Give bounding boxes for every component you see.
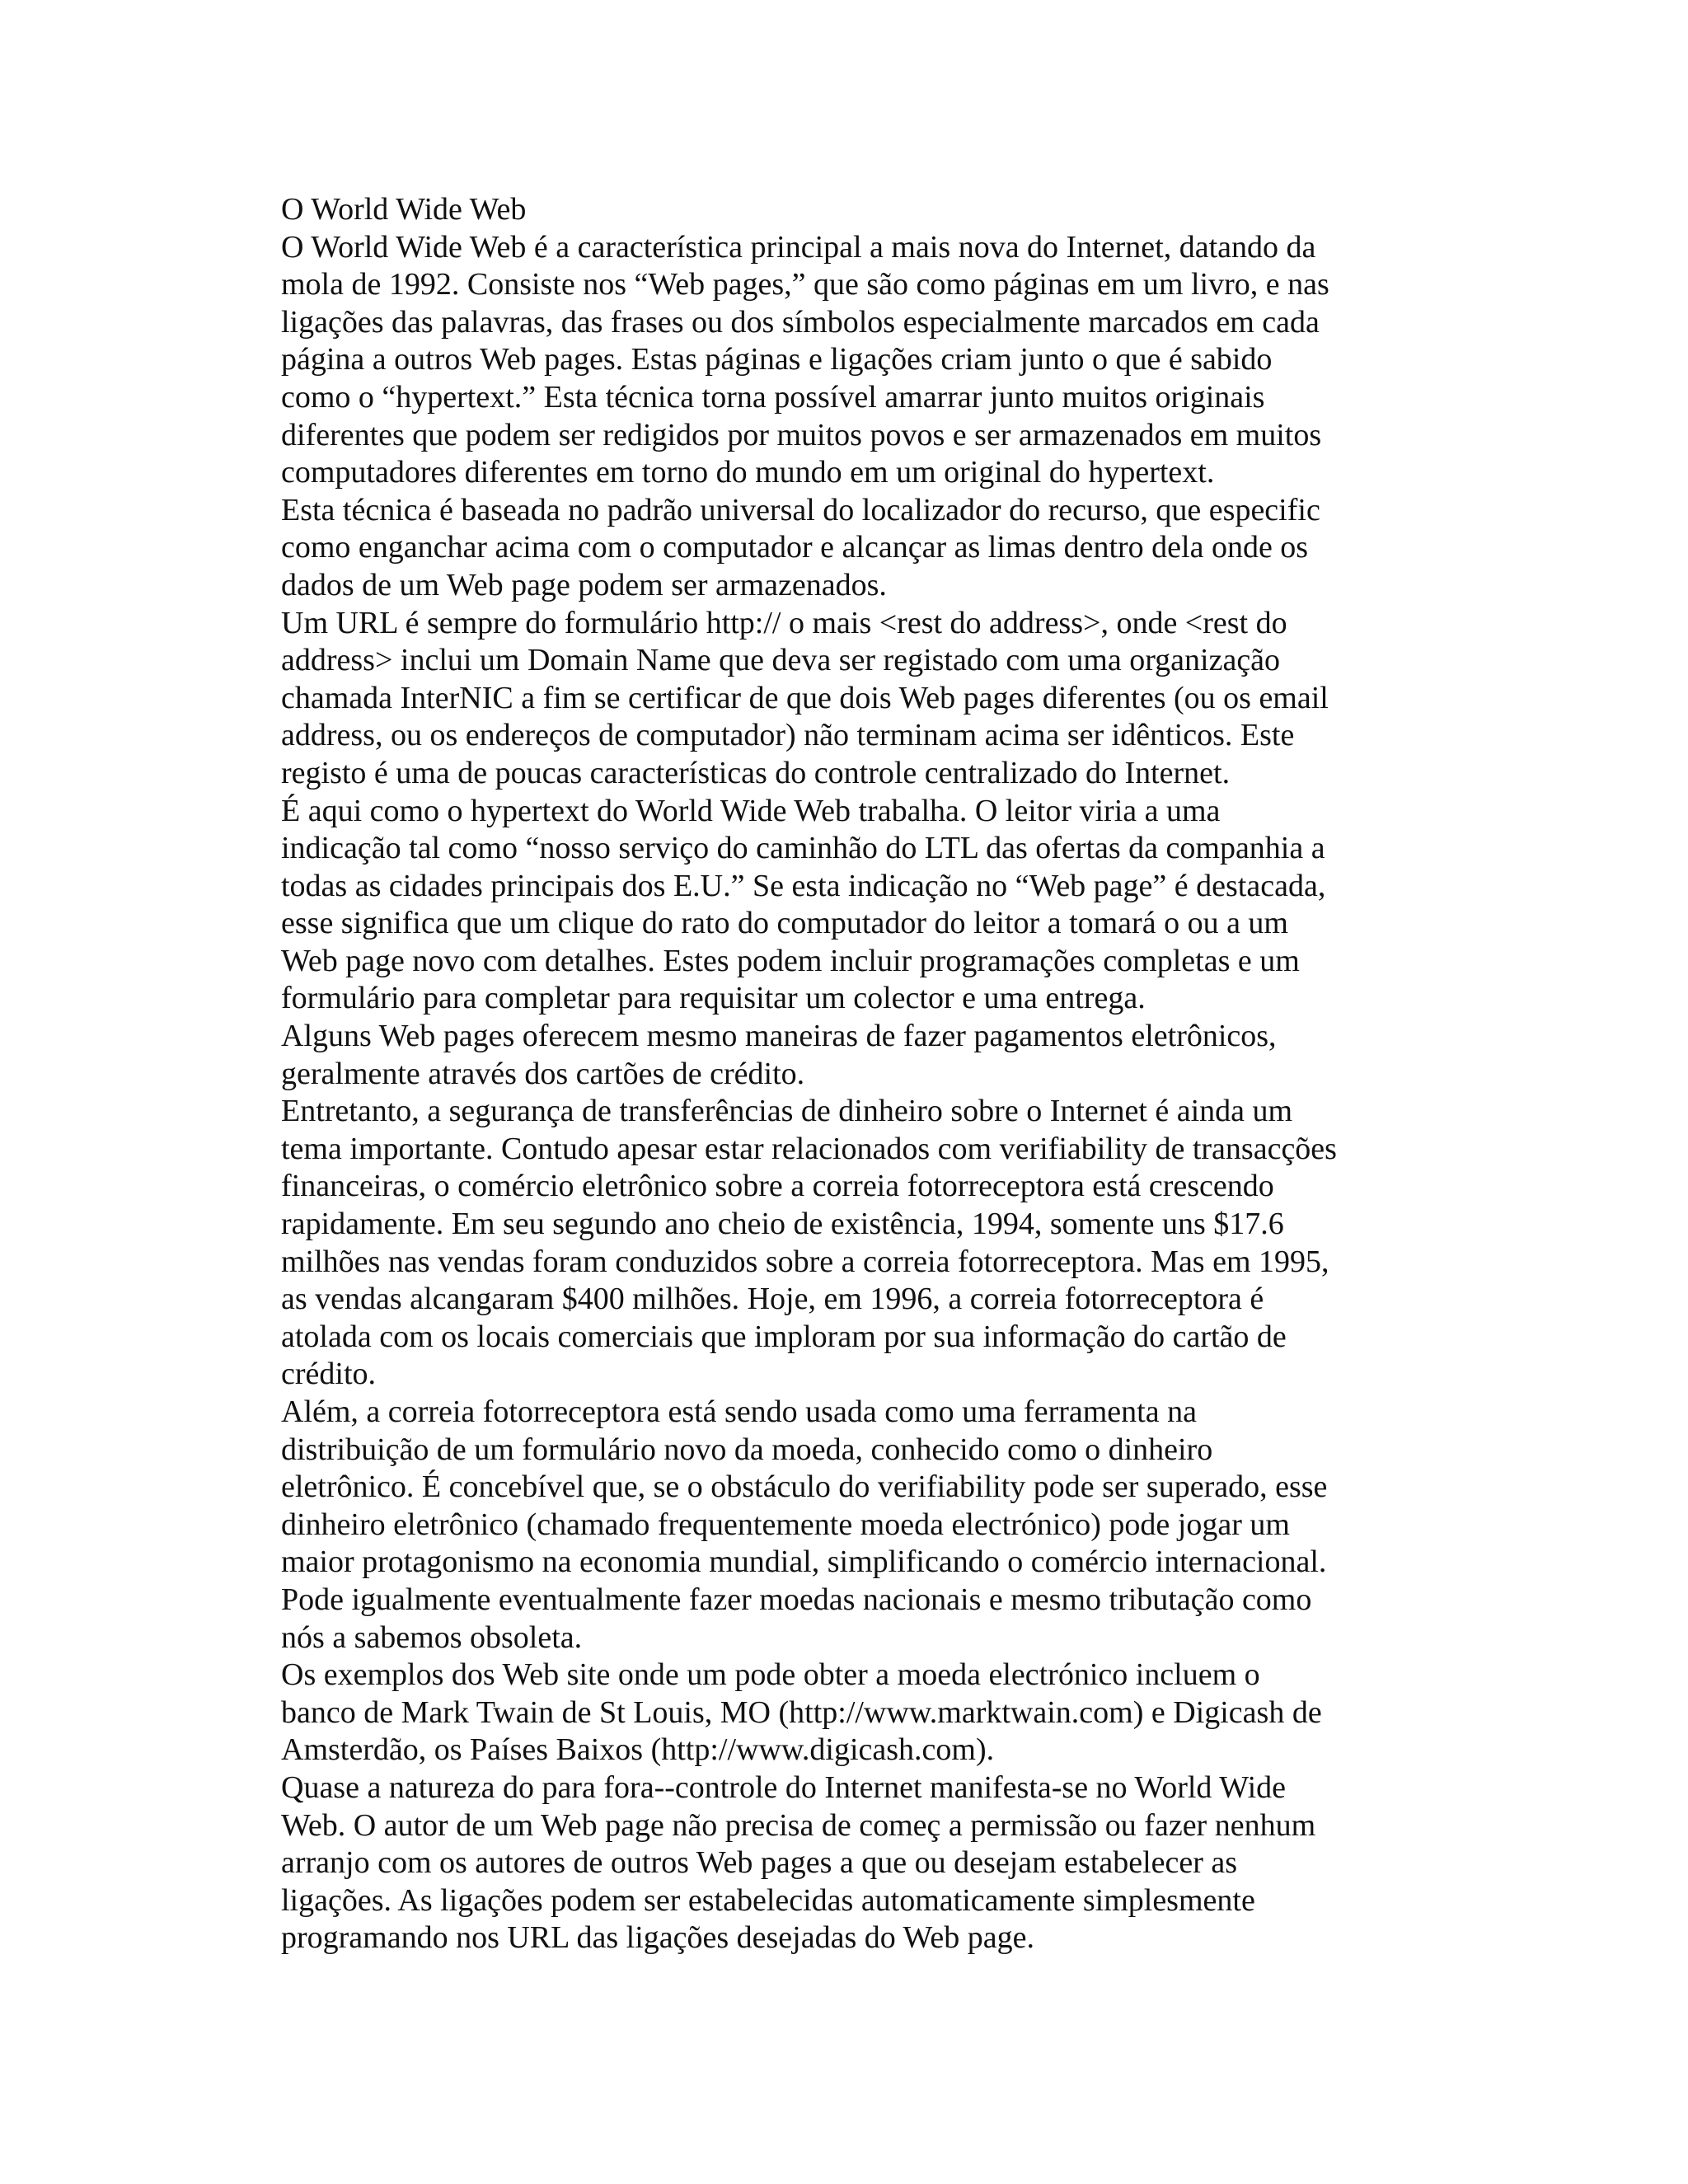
- text-line: Além, a correia fotorreceptora está sendo usada como uma ferramenta na: [281, 1394, 1197, 1429]
- text-line: como o “hypertext.” Esta técnica torna possível amarrar junto muitos originais: [281, 379, 1265, 415]
- text-line: arranjo com os autores de outros Web pages a que ou desejam estabelecer as: [281, 1845, 1238, 1881]
- text-line: rapidamente. Em seu segundo ano cheio de existência, 1994, somente uns $17.6: [281, 1207, 1284, 1242]
- text-line: página a outros Web pages. Estas páginas e ligações criam junto o que é sabido: [281, 342, 1273, 377]
- text-line: Amsterdão, os Países Baixos (http://www.digicash.com).: [281, 1732, 995, 1768]
- text-line: programando nos URL das ligações desejadas do Web page.: [281, 1920, 1034, 1956]
- text-line: indicação tal como “nosso serviço do caminhão do LTL das ofertas da companhia a: [281, 831, 1325, 866]
- text-line: esse significa que um clique do rato do computador do leitor a tomará o ou a um: [281, 906, 1288, 941]
- text-line: mola de 1992. Consiste nos “Web pages,” que são como páginas em um livro, e nas: [281, 267, 1329, 302]
- text-line: Alguns Web pages oferecem mesmo maneiras de fazer pagamentos eletrônicos,: [281, 1019, 1277, 1054]
- text-line: crédito.: [281, 1357, 377, 1392]
- text-line: Entretanto, a segurança de transferências de dinheiro sobre o Internet é ainda um: [281, 1094, 1293, 1129]
- text-line: todas as cidades principais dos E.U.” Se esta indicação no “Web page” é destacada,: [281, 868, 1326, 903]
- text-line: O World Wide Web é a característica principal a mais nova do Internet, datando da: [281, 229, 1316, 265]
- text-line: eletrônico. É concebível que, se o obstáculo do verifiability pode ser superado, esse: [281, 1469, 1328, 1505]
- text-line: financeiras, o comércio eletrônico sobre a correia fotorreceptora está crescendo: [281, 1169, 1274, 1204]
- text-line: banco de Mark Twain de St Louis, MO (http://www.marktwain.com) e Digicash de: [281, 1694, 1322, 1730]
- text-line: distribuição de um formulário novo da moeda, conhecido como o dinheiro: [281, 1432, 1213, 1467]
- text-line: atolada com os locais comerciais que imploram por sua informação do cartão de: [281, 1319, 1287, 1354]
- text-line: ligações das palavras, das frases ou dos símbolos especialmente marcados em cada: [281, 304, 1320, 340]
- text-line: address> inclui um Domain Name que deva ser registado com uma organização: [281, 643, 1281, 678]
- text-line: Um URL é sempre do formulário http:// o mais <rest do address>, onde <rest do: [281, 605, 1287, 640]
- text-line: geralmente através dos cartões de crédito.: [281, 1056, 805, 1091]
- text-line: como enganchar acima com o computador e alcançar as limas dentro dela onde os: [281, 530, 1309, 565]
- document-body: [281, 191, 1435, 1957]
- text-line: formulário para completar para requisitar um colector e uma entrega.: [281, 981, 1146, 1016]
- text-line: milhões nas vendas foram conduzidos sobre a correia fotorreceptora. Mas em 1995,: [281, 1244, 1329, 1279]
- text-line: diferentes que podem ser redigidos por muitos povos e ser armazenados em muitos: [281, 417, 1322, 452]
- text-line: tema importante. Contudo apesar estar relacionados com verifiability de transacções: [281, 1131, 1337, 1166]
- text-line: Web page novo com detalhes. Estes podem incluir programações completas e um: [281, 943, 1300, 978]
- text-line: computadores diferentes em torno do mundo em um original do hypertext.: [281, 455, 1215, 490]
- document-title: O World Wide Web: [281, 192, 527, 227]
- text-line: address, ou os endereços de computador) não terminam acima ser idênticos. Este: [281, 718, 1295, 753]
- text-line: as vendas alcangaram $400 milhões. Hoje, em 1996, a correia fotorreceptora é: [281, 1282, 1264, 1317]
- text-line: maior protagonismo na economia mundial, simplificando o comércio internacional.: [281, 1544, 1327, 1580]
- text-line: Web. O autor de um Web page não precisa de começ a permissão ou fazer nenhum: [281, 1807, 1316, 1843]
- text-line: registo é uma de poucas características do controle centralizado do Internet.: [281, 755, 1231, 790]
- text-line: Quase a natureza do para fora--controle do Internet manifesta-se no World Wide: [281, 1769, 1286, 1805]
- text-line: chamada InterNIC a fim se certificar de que dois Web pages diferentes (ou os email: [281, 680, 1329, 715]
- text-line: dinheiro eletrônico (chamado frequentemente moeda electrónico) pode jogar um: [281, 1507, 1290, 1542]
- text-line: ligações. As ligações podem ser estabelecidas automaticamente simplesmente: [281, 1882, 1255, 1918]
- text-line: dados de um Web page podem ser armazenados.: [281, 567, 887, 602]
- text-line: Esta técnica é baseada no padrão universal do localizador do recurso, que especific: [281, 492, 1320, 527]
- text-line: Os exemplos dos Web site onde um pode obter a moeda electrónico incluem o: [281, 1657, 1260, 1693]
- text-line: É aqui como o hypertext do World Wide Web trabalha. O leitor viria a uma: [281, 793, 1221, 828]
- text-line: nós a sabemos obsoleta.: [281, 1619, 583, 1655]
- text-line: Pode igualmente eventualmente fazer moedas nacionais e mesmo tributação como: [281, 1582, 1312, 1617]
